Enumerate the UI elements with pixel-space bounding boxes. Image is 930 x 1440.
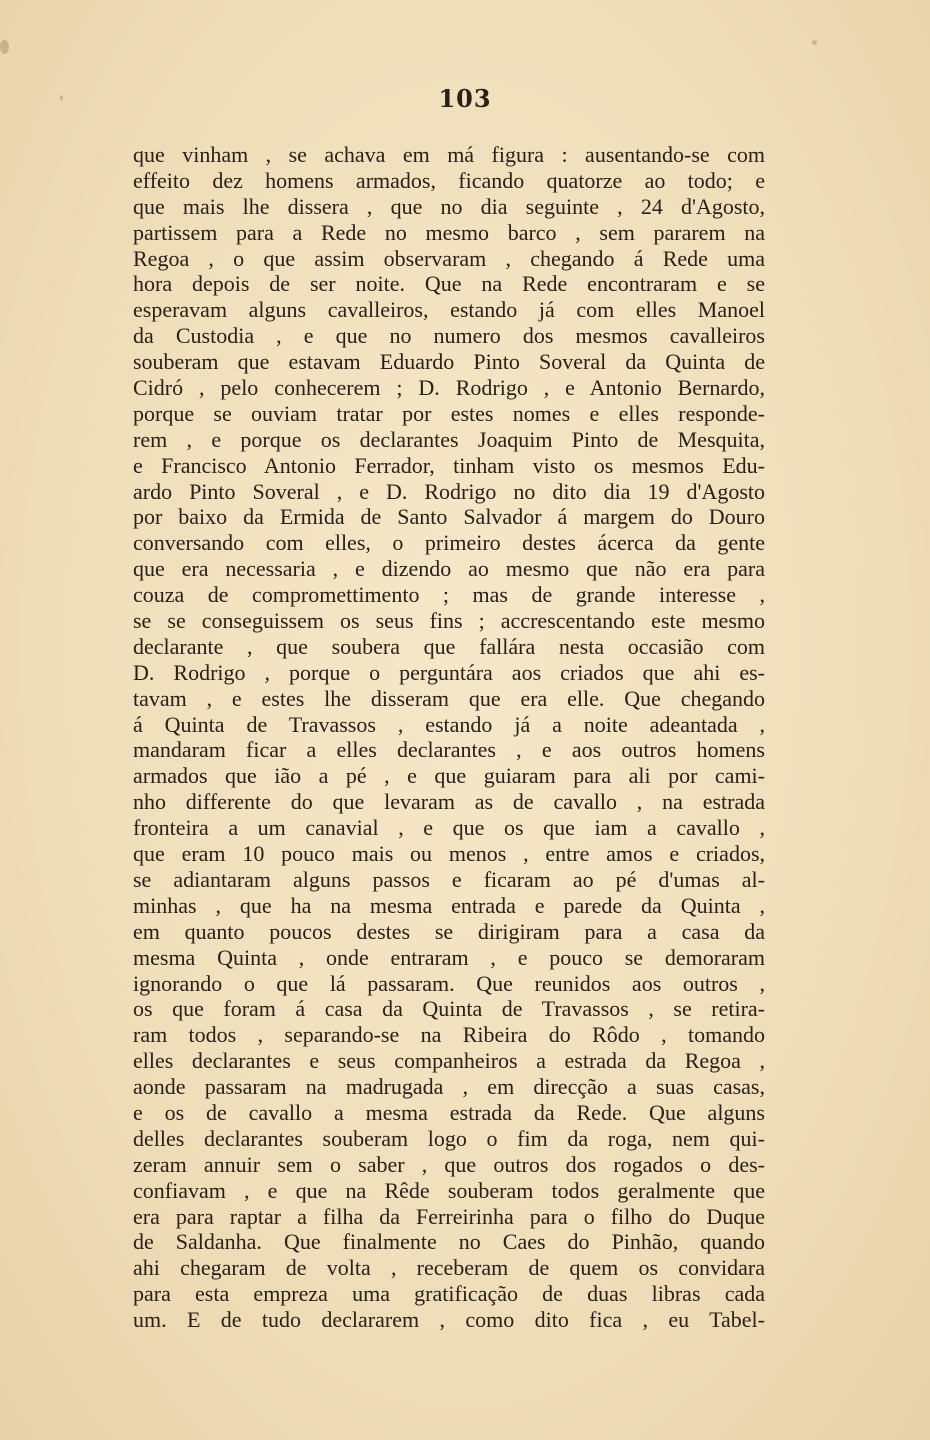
text-line: mandaram ficar a elles declarantes , e aos outros homens bbox=[133, 737, 765, 763]
text-line: minhas , que ha na mesma entrada e parede da Quinta , bbox=[133, 892, 765, 918]
text-line: e os de cavallo a mesma estrada da Rede. Que alguns bbox=[133, 1099, 765, 1125]
paper-stain bbox=[0, 40, 9, 54]
text-line: que mais lhe dissera , que no dia seguinte , 24 d'Agosto, bbox=[133, 193, 765, 219]
text-line: de Saldanha. Que finalmente no Caes do Pinhão, quando bbox=[133, 1229, 765, 1255]
text-line: declarante , que soubera que fallára nesta occasião com bbox=[133, 633, 765, 659]
text-line: rem , e porque os declarantes Joaquim Pinto de Mesquita, bbox=[133, 426, 765, 452]
text-line: elles declarantes e seus companheiros a estrada da Regoa , bbox=[133, 1048, 765, 1074]
body-text bbox=[133, 142, 765, 1333]
text-line: se se conseguissem os seus fins ; accrescentando este mesmo bbox=[133, 608, 765, 634]
text-line: mesma Quinta , onde entraram , e pouco se demoraram bbox=[133, 944, 765, 970]
text-line: por baixo da Ermida de Santo Salvador á margem do Douro bbox=[133, 504, 765, 530]
page-number: 103 bbox=[438, 84, 492, 113]
text-line: conversando com elles, o primeiro destes ácerca da gente bbox=[133, 530, 765, 556]
text-line: delles declarantes souberam logo o fim da roga, nem qui- bbox=[133, 1125, 765, 1151]
text-line: tavam , e estes lhe disseram que era elle. Que chegando bbox=[133, 685, 765, 711]
text-line: souberam que estavam Eduardo Pinto Soveral da Quinta de bbox=[133, 349, 765, 375]
text-line: D. Rodrigo , porque o perguntára aos criados que ahi es- bbox=[133, 659, 765, 685]
text-line: aonde passaram na madrugada , em direcção a suas casas, bbox=[133, 1074, 765, 1100]
text-line: ahi chegaram de volta , receberam de quem os convidara bbox=[133, 1255, 765, 1281]
text-line: armados que ião a pé , e que guiaram para ali por cami- bbox=[133, 763, 765, 789]
text-line: nho differente do que levaram as de cavallo , na estrada bbox=[133, 789, 765, 815]
text-line: os que foram á casa da Quinta de Travassos , se retira- bbox=[133, 996, 765, 1022]
text-line: e Francisco Antonio Ferrador, tinham visto os mesmos Edu- bbox=[133, 452, 765, 478]
text-line: Regoa , o que assim observaram , chegando á Rede uma bbox=[133, 245, 765, 271]
text-line: ardo Pinto Soveral , e D. Rodrigo no dito dia 19 d'Agosto bbox=[133, 478, 765, 504]
text-line: para esta empreza uma gratificação de duas libras cada bbox=[133, 1281, 765, 1307]
text-line: que era necessaria , e dizendo ao mesmo que não era para bbox=[133, 556, 765, 582]
text-line: ignorando o que lá passaram. Que reunidos aos outros , bbox=[133, 970, 765, 996]
text-line: em quanto poucos destes se dirigiram para a casa da bbox=[133, 918, 765, 944]
paper-stain bbox=[812, 40, 817, 45]
text-line: Cidró , pelo conhecerem ; D. Rodrigo , e Antonio Bernardo, bbox=[133, 375, 765, 401]
text-line: couza de compromettimento ; mas de grande interesse , bbox=[133, 582, 765, 608]
text-line: á Quinta de Travassos , estando já a noite adeantada , bbox=[133, 711, 765, 737]
text-line: confiavam , e que na Rêde souberam todos geralmente que bbox=[133, 1177, 765, 1203]
text-line: porque se ouviam tratar por estes nomes e elles responde- bbox=[133, 400, 765, 426]
text-line: zeram annuir sem o saber , que outros dos rogados o des- bbox=[133, 1151, 765, 1177]
text-line: da Custodia , e que no numero dos mesmos cavalleiros bbox=[133, 323, 765, 349]
text-line: se adiantaram alguns passos e ficaram ao pé d'umas al- bbox=[133, 866, 765, 892]
text-line: hora depois de ser noite. Que na Rede encontraram e se bbox=[133, 271, 765, 297]
text-line: era para raptar a filha da Ferreirinha para o filho do Duque bbox=[133, 1203, 765, 1229]
text-line: ram todos , separando-se na Ribeira do Rôdo , tomando bbox=[133, 1022, 765, 1048]
text-line: partissem para a Rede no mesmo barco , sem pararem na bbox=[133, 219, 765, 245]
text-line: effeito dez homens armados, ficando quatorze ao todo; e bbox=[133, 167, 765, 193]
text-line: que eram 10 pouco mais ou menos , entre amos e criados, bbox=[133, 841, 765, 867]
text-line: esperavam alguns cavalleiros, estando já com elles Manoel bbox=[133, 297, 765, 323]
text-line: um. E de tudo declararem , como dito fica , eu Tabel- bbox=[133, 1307, 765, 1333]
text-line: que vinham , se achava em má figura : ausentando-se com bbox=[133, 142, 765, 167]
text-line: fronteira a um canavial , e que os que iam a cavallo , bbox=[133, 815, 765, 841]
